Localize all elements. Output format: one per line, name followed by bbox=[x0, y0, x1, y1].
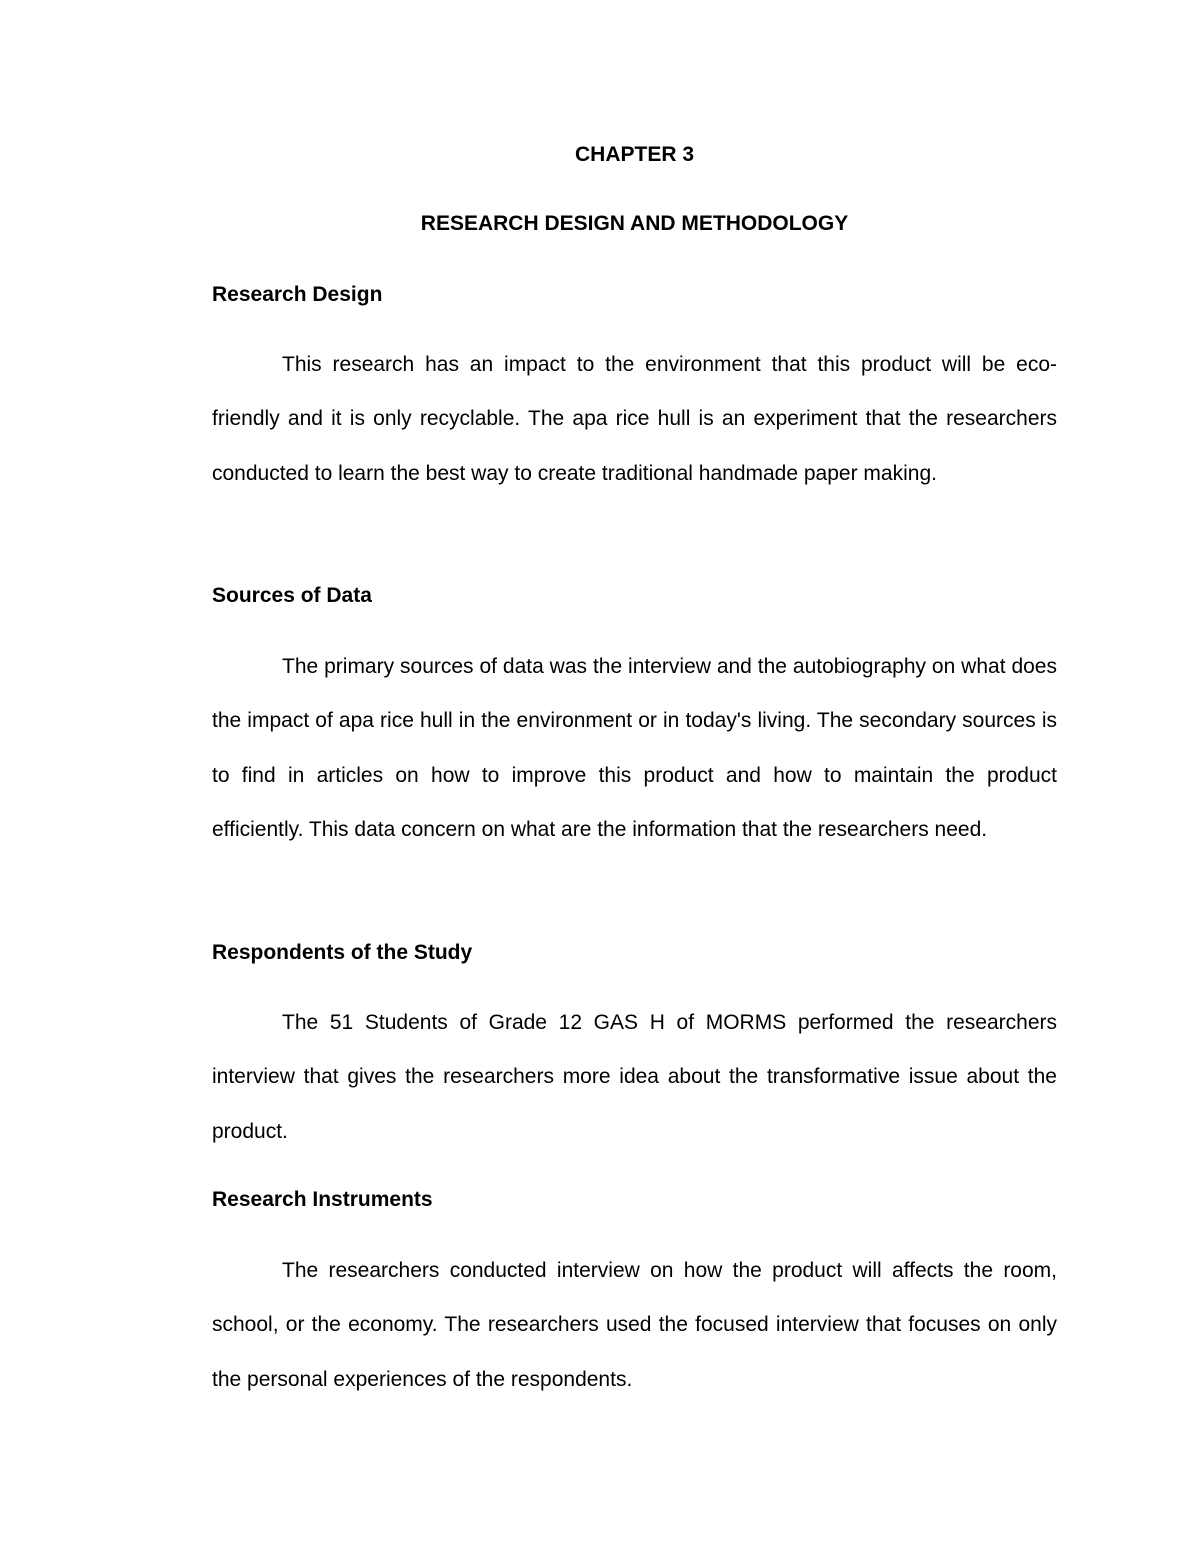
section-heading-respondents: Respondents of the Study bbox=[212, 941, 473, 964]
section-body-respondents: The 51 Students of Grade 12 GAS H of MORMS performed the researchers interview that gives the researchers more idea about the transformative issue about the product. bbox=[212, 1011, 1057, 1143]
section-heading-research-instruments: Research Instruments bbox=[212, 1188, 433, 1211]
section-heading-sources-of-data: Sources of Data bbox=[212, 584, 372, 607]
chapter-title: RESEARCH DESIGN AND METHODOLOGY bbox=[420, 212, 849, 235]
section-body-research-instruments: The researchers conducted interview on how the product will affects the room, school, or the economy. The researchers used the focused interview that focuses on only the personal experiences of the respondents. bbox=[212, 1259, 1057, 1391]
chapter-label: CHAPTER 3 bbox=[574, 143, 695, 166]
section-body-sources-of-data: The primary sources of data was the interview and the autobiography on what does the impact of apa rice hull in the environment or in today's living. The secondary sources is to find in articles on how to improve this product and how to maintain the product efficiently. This data concern on what are the information that the researchers need. bbox=[212, 655, 1057, 841]
section-body-research-design: This research has an impact to the environment that this product will be eco-friendly and it is only recyclable. The apa rice hull is an experiment that the researchers conducted to learn the best way to create traditional handmade paper making. bbox=[212, 353, 1057, 485]
section-heading-research-design: Research Design bbox=[212, 283, 383, 306]
